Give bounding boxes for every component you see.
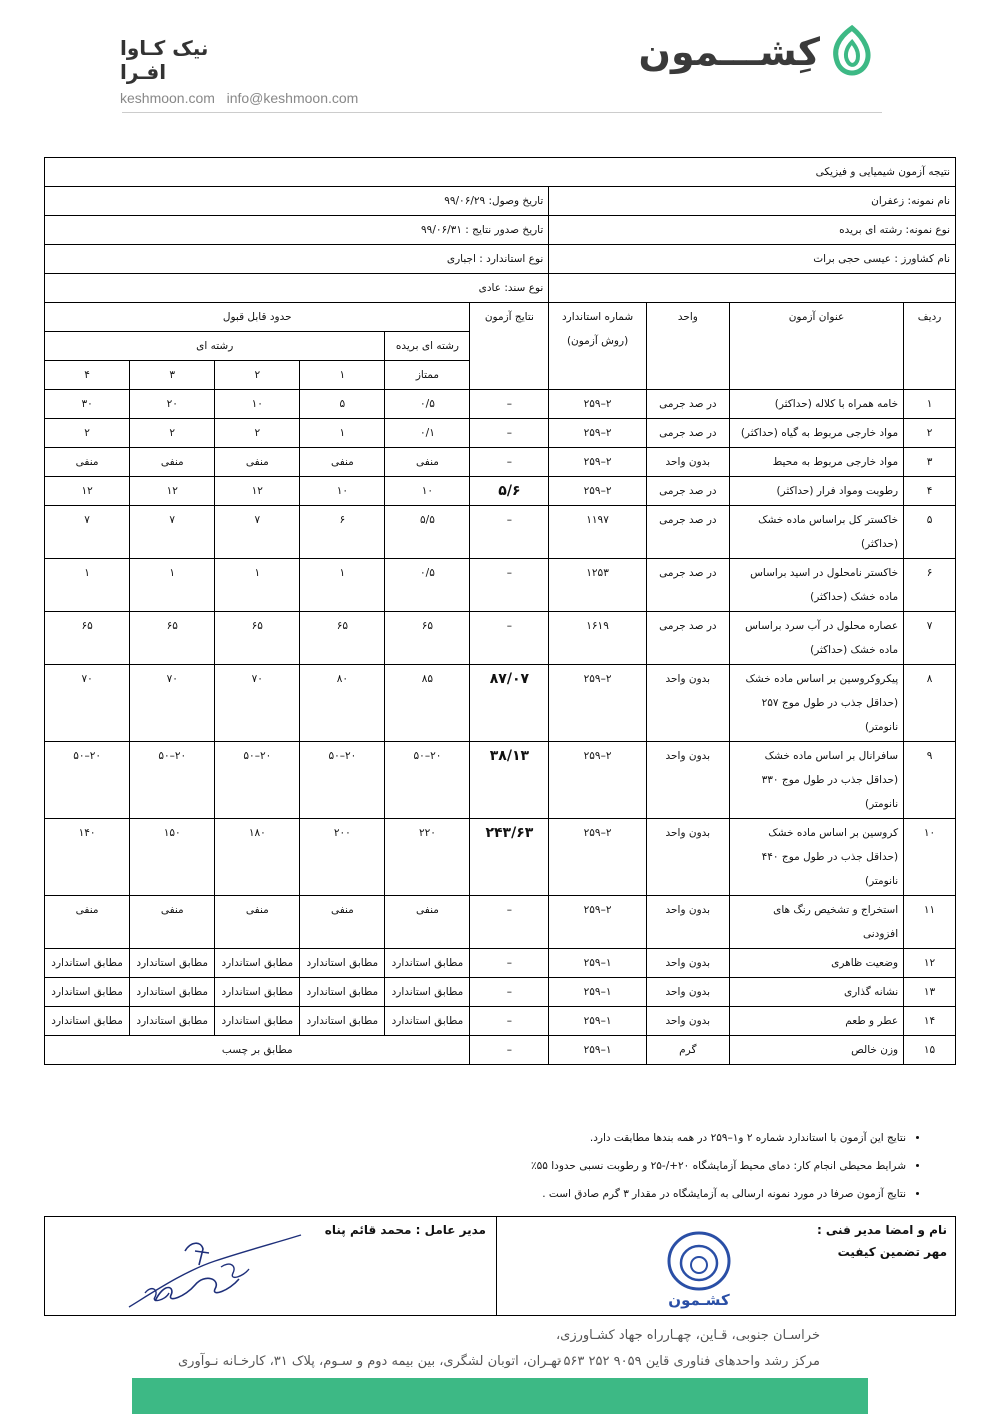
col-results: نتایج آزمون [470,303,549,390]
cell-grade-4: مطابق استاندارد [45,1007,130,1036]
cell-grade-2: مطابق استاندارد [215,1007,300,1036]
cell-grade-1: مطابق استاندارد [300,1007,385,1036]
cell-grade-3: ۱۲ [130,477,215,506]
cell-grade-2: مطابق استاندارد [215,978,300,1007]
col-standard-number: شماره استاندارد [561,311,634,323]
cell-unit: در صد جرمی [646,419,729,448]
table-row [45,742,956,819]
cell-grade-1: ۲۰–۵۰ [300,742,385,819]
cell-excellent: ۰/۱ [385,419,470,448]
info-row-1 [45,187,956,216]
cell-unit: بدون واحد [646,1007,729,1036]
cell-unit: بدون واحد [646,978,729,1007]
cell-grade-2: منفی [215,896,300,949]
cell-grade-2: ۶۵ [215,612,300,665]
cell-grade-4: ۲۰–۵۰ [45,742,130,819]
cell-grade-1: ۵ [300,390,385,419]
cell-grade-1: ۱۰ [300,477,385,506]
cell-excellent: ۰/۵ [385,390,470,419]
col-test-title: عنوان آزمون [729,303,903,390]
cell-result: – [470,390,549,419]
cell-standard: ۱–۲۵۹ [549,978,647,1007]
email-link[interactable]: info@keshmoon.com [226,90,359,106]
cell-row-number: ۸ [904,665,956,742]
cell-test-title: خاکستر نامحلول در اسید براساس ماده خشک (حداکثر) [729,559,903,612]
col-grade-2: ۲ [215,361,300,390]
cell-standard: ۲–۲۵۹ [549,477,647,506]
cell-grade-1: منفی [300,896,385,949]
cell-standard: ۱۲۵۳ [549,559,647,612]
cell-grade-2: ۲ [215,419,300,448]
report-title: نتیجه آزمون شیمیایی و فیزیکی [45,158,956,187]
cell-excellent: مطابق استاندارد [385,949,470,978]
cell-grade-3: ۲ [130,419,215,448]
cell-row-number: ۵ [904,506,956,559]
cell-grade-1: منفی [300,448,385,477]
cell-grade-3: ۱۵۰ [130,819,215,896]
cell-standard: ۱۶۱۹ [549,612,647,665]
sample-type: نوع نمونه: رشته ای بریده [549,216,956,245]
cell-unit: در صد جرمی [646,506,729,559]
table-row [45,419,956,448]
cell-grade-2: ۱۰ [215,390,300,419]
cell-result: – [470,612,549,665]
cell-grade-3: مطابق استاندارد [130,1007,215,1036]
cell-grade-2: منفی [215,448,300,477]
note-item: • نتایج این آزمون با استاندارد شماره ۲ و۱–۲۵۹ در همه بندها مطابقت دارد. [46,1124,906,1152]
cell-result: ۵/۶ [470,477,549,506]
col-cut: رشته ای بریده [385,332,470,361]
cell-test-title: مواد خارجی مربوط به گیاه (حداکثر) [729,419,903,448]
cell-standard: ۱–۲۵۹ [549,949,647,978]
cell-row-number: ۱۵ [904,1036,956,1065]
cell-excellent: ۶۵ [385,612,470,665]
col-standard [549,303,647,390]
cell-limit: مطابق بر چسب [45,1036,470,1065]
table-row [45,665,956,742]
cell-unit: بدون واحد [646,949,729,978]
cell-row-number: ۱۴ [904,1007,956,1036]
receipt-date: تاریخ وصول: ۹۹/۰۶/۲۹ [45,187,549,216]
cell-grade-4: ۲ [45,419,130,448]
cell-excellent: ۵/۵ [385,506,470,559]
note-item: • نتایج آزمون صرفا در مورد نمونه ارسالی به آزمایشگاه در مقدار ۳ گرم صادق است . [46,1180,906,1208]
cell-unit: بدون واحد [646,896,729,949]
farmer-name: نام کشاورز : عیسی حجی برات [549,245,956,274]
cell-result: ۳۸/۱۳ [470,742,549,819]
cell-standard: ۲–۲۵۹ [549,390,647,419]
col-grade-3: ۳ [130,361,215,390]
cell-excellent: ۲۲۰ [385,819,470,896]
col-unit: واحد [646,303,729,390]
cell-grade-4: منفی [45,448,130,477]
cell-grade-3: مطابق استاندارد [130,949,215,978]
cell-grade-2: ۱ [215,559,300,612]
col-grade-4: ۴ [45,361,130,390]
cell-grade-4: ۷۰ [45,665,130,742]
cell-grade-3: منفی [130,896,215,949]
cell-excellent: منفی [385,896,470,949]
cell-unit: در صد جرمی [646,559,729,612]
table-row [45,978,956,1007]
cell-grade-3: مطابق استاندارد [130,978,215,1007]
cell-unit: بدون واحد [646,819,729,896]
brand-logo [620,24,880,94]
cell-grade-1: ۱ [300,559,385,612]
signature-box [44,1216,956,1316]
info-empty [549,274,956,303]
cell-standard: ۲–۲۵۹ [549,419,647,448]
results-table [44,157,956,1065]
cell-grade-3: ۷۰ [130,665,215,742]
cell-test-title: پیکروکروسین بر اساس ماده خشک (حداقل جذب در طول موج ۲۵۷ نانومتر) [729,665,903,742]
address-south-khorasan: خراسـان جنوبی، قـاین، چهـارراه جهاد کشـاورزی، [555,1328,820,1343]
cell-grade-3: منفی [130,448,215,477]
cell-row-number: ۱۳ [904,978,956,1007]
table-row [45,559,956,612]
cell-grade-2: ۷۰ [215,665,300,742]
company-name: نیک کـاوا افـرا [120,36,209,84]
col-strand: رشته ای [45,332,385,361]
cell-test-title: عطر و طعم [729,1007,903,1036]
cell-test-title: وضعیت ظاهری [729,949,903,978]
cell-standard: ۲–۲۵۹ [549,896,647,949]
cell-row-number: ۲ [904,419,956,448]
cell-result: – [470,419,549,448]
cell-result: – [470,506,549,559]
info-row-3 [45,245,956,274]
col-row-number: ردیف [904,303,956,390]
cell-grade-1: ۸۰ [300,665,385,742]
ceo-section [45,1217,496,1315]
info-row-2 [45,216,956,245]
cell-grade-3: ۱ [130,559,215,612]
address-tehran: تهـران، اتوبان لشگری، بین بیمه دوم و سـوم، پلاک ۳۱، کارخـانه نـوآوری [178,1354,561,1369]
cell-row-number: ۷ [904,612,956,665]
table-row [45,819,956,896]
cell-result: – [470,448,549,477]
cell-standard: ۲–۲۵۹ [549,665,647,742]
sample-name: نام نمونه: زعفران [549,187,956,216]
cell-row-number: ۱۱ [904,896,956,949]
results-body [45,390,956,1036]
cell-result: – [470,559,549,612]
col-test-method: (روش آزمون) [566,335,629,347]
quality-seal-label: مهر تضمین کیفیت [837,1245,947,1259]
cell-test-title: عصاره محلول در آب سرد براساس ماده خشک (حداکثر) [729,612,903,665]
document-type: نوع سند: عادی [45,274,549,303]
info-row-4 [45,274,956,303]
cell-grade-3: ۲۰ [130,390,215,419]
cell-standard: ۱۱۹۷ [549,506,647,559]
cell-grade-1: ۲۰۰ [300,819,385,896]
cell-result: – [470,1007,549,1036]
cell-row-number: ۳ [904,448,956,477]
seal-stamp-icon [637,1225,757,1309]
cell-result: ۸۷/۰۷ [470,665,549,742]
cell-standard: ۲–۲۵۹ [549,448,647,477]
cell-result: – [470,1036,549,1065]
cell-unit: بدون واحد [646,448,729,477]
ceo-signature-icon [125,1231,305,1311]
cell-grade-2: ۷ [215,506,300,559]
cell-excellent: ۰/۵ [385,559,470,612]
table-row [45,390,956,419]
ceo-label: مدیر عامل : محمد قائم پناه [324,1223,486,1237]
cell-test-title: رطوبت ومواد فرار (حداکثر) [729,477,903,506]
notes-list [46,1124,924,1208]
cell-row-number: ۶ [904,559,956,612]
cell-row-number: ۹ [904,742,956,819]
cell-row-number: ۴ [904,477,956,506]
cell-row-number: ۱۰ [904,819,956,896]
issue-date: تاریخ صدور نتایج : ۹۹/۰۶/۳۱ [45,216,549,245]
cell-grade-4: مطابق استاندارد [45,978,130,1007]
contact-line [120,90,440,106]
header-row-1 [45,303,956,332]
note-item: • شرایط محیطی انجام کار: دمای محیط آزمایشگاه ۲۰+/-۲۵ و رطوبت نسبی حدودا ۵۵٪ [46,1152,906,1180]
cell-result: – [470,978,549,1007]
cell-result: ۲۴۳/۶۳ [470,819,549,896]
brand-name: کِشـــمون [638,30,820,74]
cell-test-title: خاکستر کل براساس ماده خشک (حداکثر) [729,506,903,559]
cell-excellent: مطابق استاندارد [385,1007,470,1036]
cell-grade-1: مطابق استاندارد [300,949,385,978]
cell-grade-3: ۷ [130,506,215,559]
table-row [45,612,956,665]
table-row [45,506,956,559]
cell-excellent: ۱۰ [385,477,470,506]
website-link[interactable]: keshmoon.com [120,90,215,106]
tech-manager-label: نام و امضا مدیر فنی : [816,1223,947,1237]
cell-excellent: مطابق استاندارد [385,978,470,1007]
cell-excellent: ۸۵ [385,665,470,742]
cell-excellent: منفی [385,448,470,477]
table-row [45,477,956,506]
title-row [45,158,956,187]
cell-row-number: ۱۲ [904,949,956,978]
cell-test-title: نشانه گذاری [729,978,903,1007]
cell-unit: بدون واحد [646,665,729,742]
address-growth-center: مرکز رشد واحدهای فناوری قاین ۹۰۵۹ ۲۵۲ ۰۵۶۳ [556,1354,820,1369]
cell-grade-2: ۲۰–۵۰ [215,742,300,819]
cell-grade-4: ۱ [45,559,130,612]
cell-test-title: سافرانال بر اساس ماده خشک (حداقل جذب در طول موج ۳۳۰ نانومتر) [729,742,903,819]
cell-test-title: وزن خالص [729,1036,903,1065]
brand-logo-icon [824,24,880,80]
cell-result: – [470,949,549,978]
cell-row-number: ۱ [904,390,956,419]
col-limits: حدود قابل قبول [45,303,470,332]
standard-type: نوع استاندارد : اجباری [45,245,549,274]
cell-standard: ۱–۲۵۹ [549,1007,647,1036]
cell-unit: گرم [646,1036,729,1065]
table-row [45,1007,956,1036]
table-row [45,896,956,949]
cell-grade-4: مطابق استاندارد [45,949,130,978]
tech-manager-section [496,1217,955,1315]
cell-unit: در صد جرمی [646,390,729,419]
col-grade-1: ۱ [300,361,385,390]
table-row [45,448,956,477]
cell-test-title: استخراج و تشخیص رنگ های افزودنی [729,896,903,949]
cell-grade-4: ۶۵ [45,612,130,665]
table-row [45,949,956,978]
cell-test-title: مواد خارجی مربوط به محیط [729,448,903,477]
col-excellent: ممتاز [385,361,470,390]
cell-grade-1: ۶۵ [300,612,385,665]
cell-grade-4: منفی [45,896,130,949]
cell-standard: ۱–۲۵۹ [549,1036,647,1065]
cell-grade-4: ۱۴۰ [45,819,130,896]
cell-grade-4: ۳۰ [45,390,130,419]
cell-grade-1: مطابق استاندارد [300,978,385,1007]
header-divider [122,112,882,113]
cell-unit: بدون واحد [646,742,729,819]
cell-grade-1: ۶ [300,506,385,559]
stamp-text: کشـمون [668,1291,730,1309]
cell-test-title: خامه همراه با کلاله (حداکثر) [729,390,903,419]
cell-grade-2: مطابق استاندارد [215,949,300,978]
cell-unit: در صد جرمی [646,477,729,506]
cell-standard: ۲–۲۵۹ [549,819,647,896]
cell-grade-4: ۱۲ [45,477,130,506]
footer-band [132,1378,868,1414]
cell-result: – [470,896,549,949]
cell-grade-2: ۱۸۰ [215,819,300,896]
company-info [120,36,440,106]
cell-grade-2: ۱۲ [215,477,300,506]
cell-test-title: کروسین بر اساس ماده خشک (حداقل جذب در طول موج ۴۴۰ نانومتر) [729,819,903,896]
cell-excellent: ۲۰–۵۰ [385,742,470,819]
cell-grade-4: ۷ [45,506,130,559]
cell-grade-3: ۶۵ [130,612,215,665]
cell-grade-3: ۲۰–۵۰ [130,742,215,819]
cell-standard: ۲–۲۵۹ [549,742,647,819]
table-row [45,1036,956,1065]
cell-grade-1: ۱ [300,419,385,448]
cell-unit: در صد جرمی [646,612,729,665]
